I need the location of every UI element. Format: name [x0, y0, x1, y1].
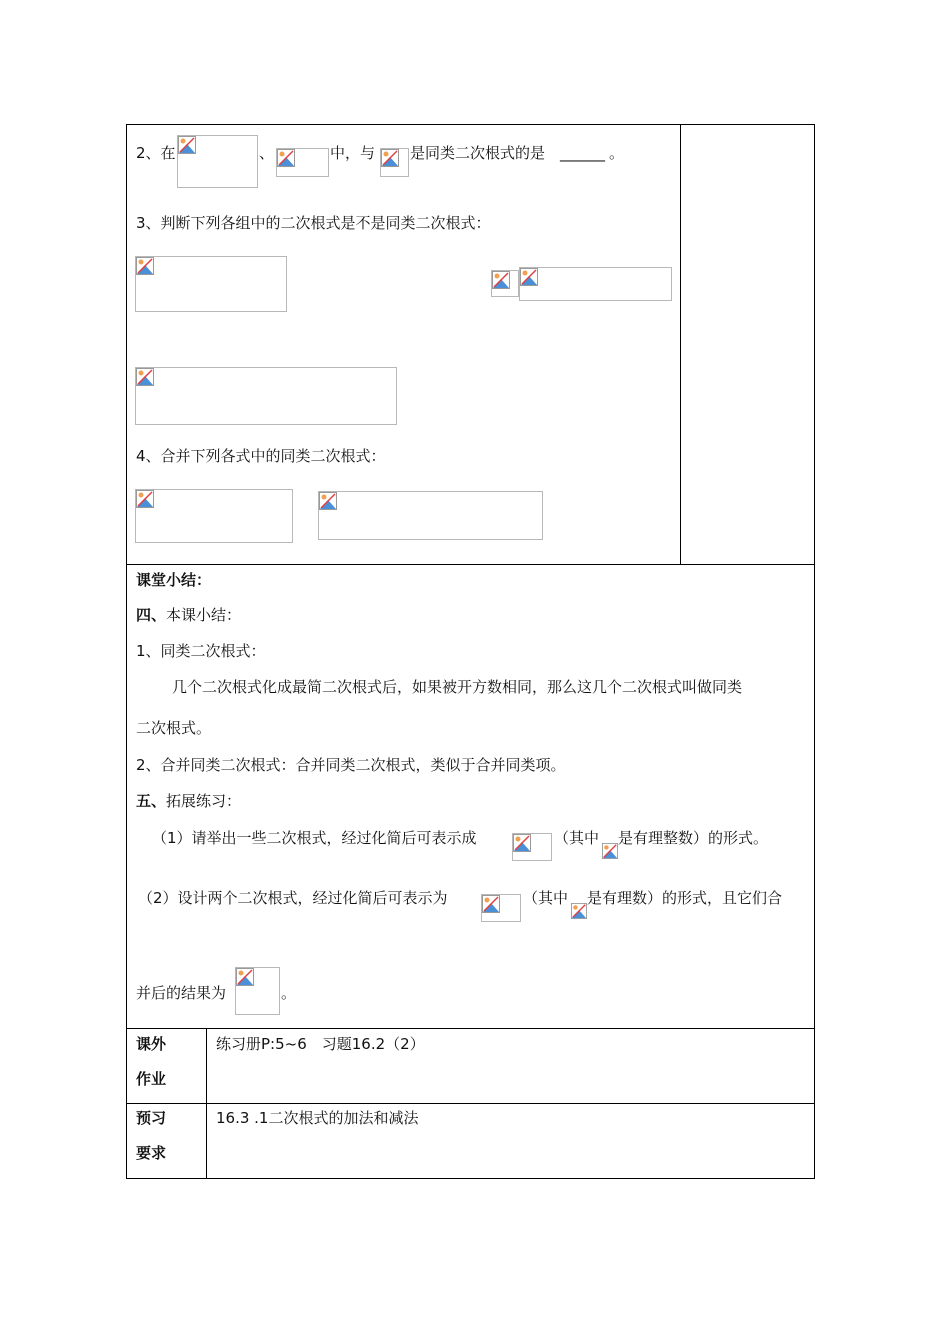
broken-image-icon [236, 968, 254, 986]
broken-image-icon [136, 490, 154, 508]
table-label-column-divider [206, 1028, 207, 1179]
broken-image-icon [136, 368, 154, 386]
preview-label-line1: 预习 [136, 1109, 167, 1127]
formula-box [135, 367, 397, 425]
practice2-text-b: （其中 [523, 889, 569, 907]
broken-image-icon [602, 843, 618, 859]
broken-image-icon [492, 271, 510, 289]
section4-number: 四、 [136, 606, 167, 624]
table-inner-vertical-right [680, 124, 681, 565]
broken-image-icon [277, 149, 295, 167]
practice1-text-c: 是有理整数）的形式。 [618, 829, 769, 847]
broken-image-icon [482, 895, 500, 913]
formula-box [135, 256, 287, 312]
section4-title: 本课小结： [166, 606, 242, 624]
practice1-text-b: （其中 [554, 829, 600, 847]
formula-box [135, 489, 293, 543]
broken-image-icon [513, 834, 531, 852]
q2-suffix: 是同类二次根式的是 [410, 144, 546, 162]
homework-label-line2: 作业 [136, 1070, 167, 1088]
q3-text: 3、判断下列各组中的二次根式是不是同类二次根式： [136, 214, 491, 232]
table-border-bottom [126, 1178, 815, 1179]
broken-image-icon [319, 492, 337, 510]
broken-image-icon [178, 136, 196, 154]
broken-image-icon [520, 268, 538, 286]
summary-item1-body-line1: 几个二次根式化成最简二次根式后，如果被开方数相同，那么这几个二次根式叫做同类 [172, 678, 743, 696]
q2-end: 。 [609, 144, 625, 162]
practice2-text-d: 并后的结果为 [136, 984, 227, 1002]
practice2-text-c: 是有理数）的形式，且它们合 [587, 889, 783, 907]
summary-heading: 课堂小结： [136, 571, 212, 589]
table-row-divider-1 [126, 564, 815, 565]
practice2-text-a: （2）设计两个二次根式，经过化简后可表示为 [138, 889, 448, 907]
broken-image-icon [136, 257, 154, 275]
q2-middle: 中，与 [330, 144, 376, 162]
summary-item1: 1、同类二次根式： [136, 642, 266, 660]
summary-item1-body-line2: 二次根式。 [136, 719, 212, 737]
preview-content: 16.3 .1二次根式的加法和减法 [216, 1109, 419, 1127]
table-border-left [126, 124, 127, 1179]
section5-title: 拓展练习： [166, 792, 242, 810]
formula-box [519, 267, 672, 301]
homework-label-line1: 课外 [136, 1035, 167, 1053]
q2-answer-blank: ______ [560, 144, 605, 162]
table-row-divider-2 [126, 1028, 815, 1029]
practice2-text-e: 。 [281, 984, 297, 1002]
section5-number: 五、 [136, 792, 167, 810]
practice1-text-a: （1）请举出一些二次根式，经过化简后可表示成 [152, 829, 477, 847]
table-border-right [814, 124, 815, 1179]
table-border-top [126, 124, 815, 125]
summary-item2: 2、合并同类二次根式：合并同类二次根式，类似于合并同类项。 [136, 756, 566, 774]
q2-prefix: 2、在 [136, 144, 176, 162]
q4-text: 4、合并下列各式中的同类二次根式： [136, 447, 386, 465]
broken-image-icon [381, 149, 399, 167]
table-row-divider-3 [126, 1103, 815, 1104]
formula-box [318, 491, 543, 540]
q2-separator: 、 [259, 144, 275, 162]
homework-content: 练习册P:5~6 习题16.2（2） [216, 1035, 425, 1053]
broken-image-icon [571, 903, 587, 919]
preview-label-line2: 要求 [136, 1144, 167, 1162]
